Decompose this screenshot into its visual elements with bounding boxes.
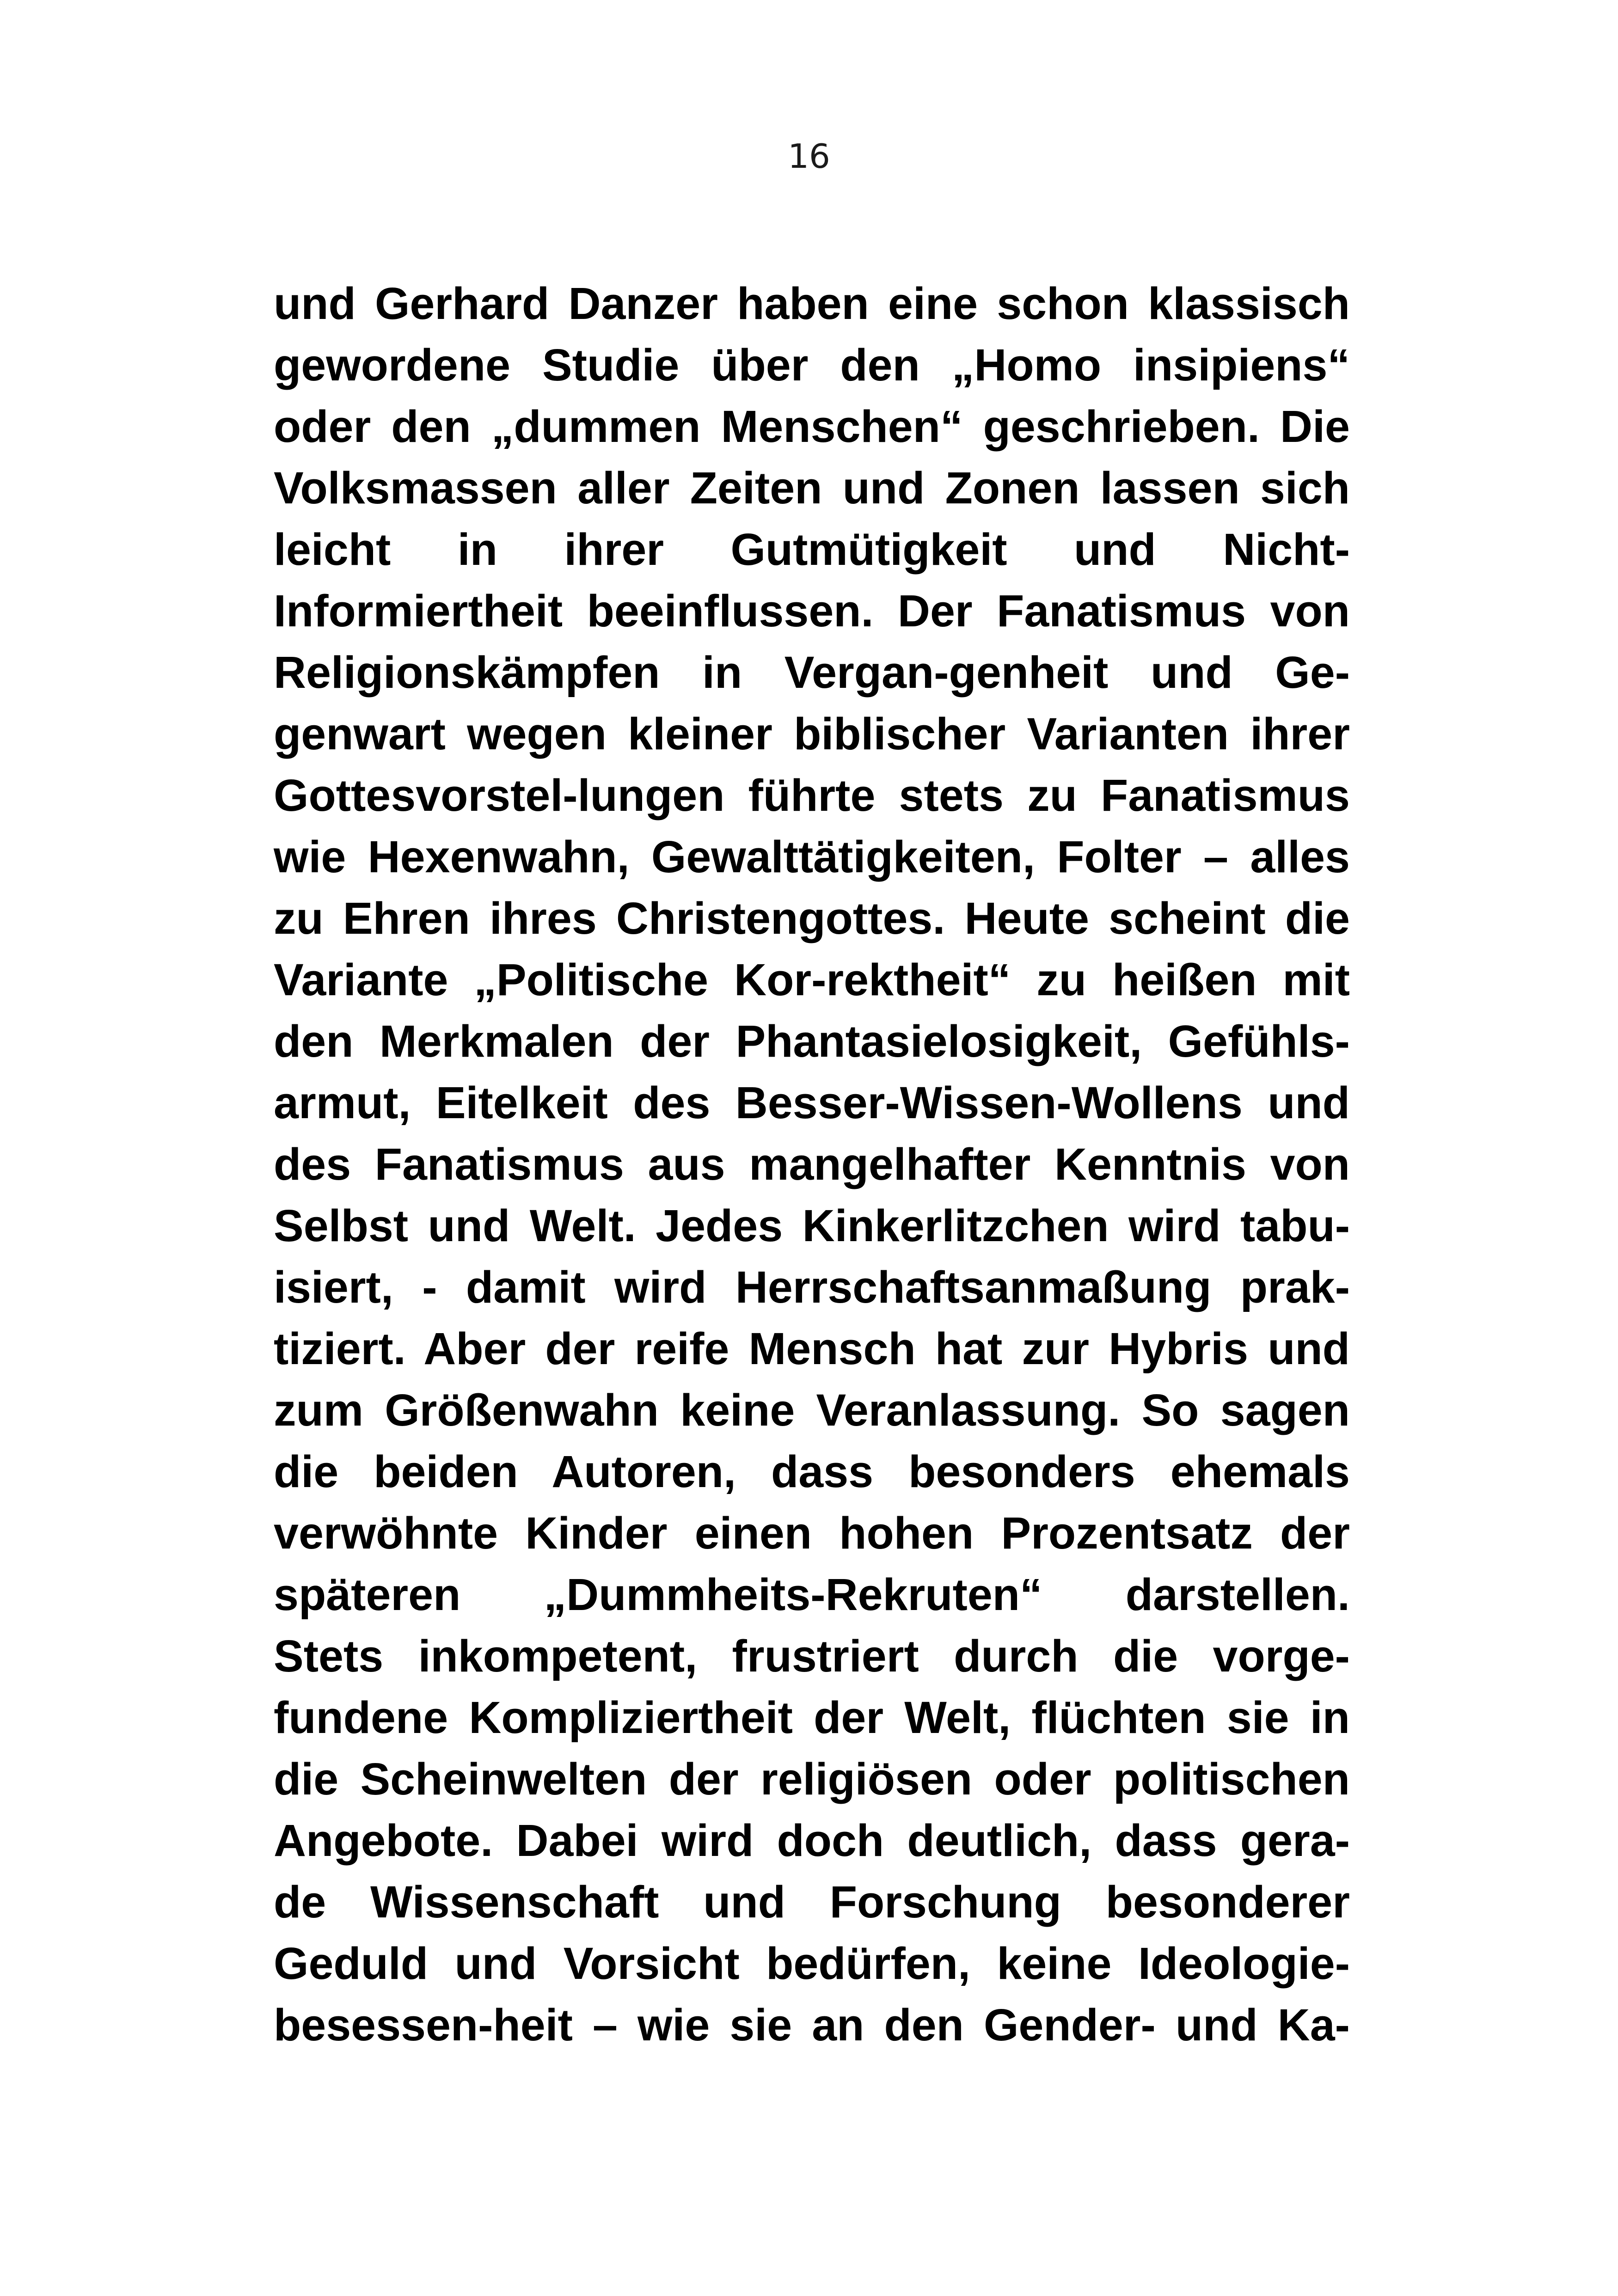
text-line: Angebote. Dabei wird doch deutlich, dass gera-: [274, 1815, 1350, 1866]
text-line: tiziert. Aber der reife Mensch hat zur Hybris und: [274, 1323, 1350, 1374]
text-line: die beiden Autoren, dass besonders ehemals: [274, 1446, 1350, 1497]
text-line: besessen-heit – wie sie an den Gender- und Ka-: [274, 2000, 1350, 2050]
text-line: Informiertheit beeinflussen. Der Fanatismus von: [274, 586, 1350, 636]
text-line: den Merkmalen der Phantasielosigkeit, Gefühls-: [274, 1016, 1350, 1066]
text-line: Stets inkompetent, frustriert durch die vorge-: [274, 1631, 1350, 1681]
text-line: oder den „dummen Menschen“ geschrieben. Die: [274, 401, 1350, 452]
text-line: Geduld und Vorsicht bedürfen, keine Ideologie-: [274, 1938, 1350, 1989]
text-line: des Fanatismus aus mangelhafter Kenntnis von: [274, 1139, 1350, 1189]
text-line: isiert, - damit wird Herrschaftsanmaßung prak-: [274, 1262, 1350, 1312]
text-line: Variante „Politische Kor-rektheit“ zu heißen mit: [274, 955, 1350, 1005]
text-line: de Wissenschaft und Forschung besonderer: [274, 1877, 1350, 1927]
text-line: Religionskämpfen in Vergan-genheit und Ge-: [274, 647, 1350, 698]
text-line: späteren „Dummheits-Rekruten“ darstellen.: [274, 1569, 1350, 1620]
text-line: genwart wegen kleiner biblischer Varianten ihrer: [274, 709, 1350, 759]
text-line: armut, Eitelkeit des Besser-Wissen-Wollens und: [274, 1078, 1350, 1128]
text-line: fundene Kompliziertheit der Welt, flüchten sie in: [274, 1692, 1350, 1743]
text-line: leicht in ihrer Gutmütigkeit und Nicht-: [274, 524, 1350, 575]
page-number: 16: [788, 137, 830, 176]
text-line: Selbst und Welt. Jedes Kinkerlitzchen wird tabu-: [274, 1200, 1350, 1251]
text-line: zu Ehren ihres Christengottes. Heute scheint die: [274, 893, 1350, 943]
text-line: wie Hexenwahn, Gewalttätigkeiten, Folter – alles: [274, 832, 1350, 882]
text-line: und Gerhard Danzer haben eine schon klassisch: [274, 278, 1350, 329]
text-line: die Scheinwelten der religiösen oder politischen: [274, 1754, 1350, 1804]
text-line: zum Größenwahn keine Veranlassung. So sagen: [274, 1385, 1350, 1435]
body-text: [274, 273, 1350, 2056]
text-line: Gottesvorstel-lungen führte stets zu Fanatismus: [274, 770, 1350, 820]
text-line: verwöhnte Kinder einen hohen Prozentsatz der: [274, 1508, 1350, 1558]
text-line: Volksmassen aller Zeiten und Zonen lassen sich: [274, 463, 1350, 513]
text-line: gewordene Studie über den „Homo insipiens“: [274, 340, 1350, 390]
